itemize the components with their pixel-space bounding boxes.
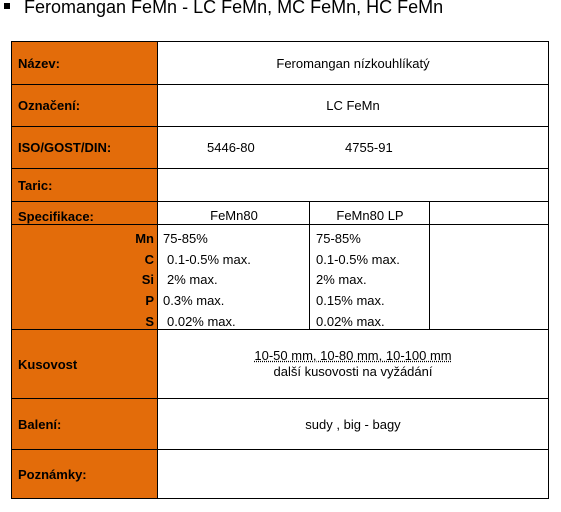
bullet-icon	[4, 3, 10, 9]
label-taric: Taric:	[12, 169, 158, 202]
spec-element-c: C	[144, 252, 154, 267]
spec-si-col2: 2% max.	[316, 272, 367, 287]
spec-mn-col1: 75-85%	[163, 231, 208, 246]
label-poznamky: Poznámky:	[12, 450, 158, 498]
iso-value-1: 5446-80	[207, 140, 255, 155]
spec-c-col2: 0.1-0.5% max.	[316, 252, 400, 267]
iso-value-2: 4755-91	[345, 140, 393, 155]
spec-col2-header: FeMn80 LP	[336, 208, 404, 223]
spec-p-col1: 0.3% max.	[163, 293, 225, 308]
spec-element-s: S	[145, 314, 154, 329]
spec-divider-1	[309, 202, 310, 330]
spec-element-si: Si	[141, 272, 154, 287]
spec-table	[11, 41, 549, 499]
spec-element-mn: Mn	[135, 231, 154, 246]
value-iso	[158, 127, 548, 169]
spec-divider-2	[429, 202, 430, 330]
label-baleni: Balení:	[12, 399, 158, 450]
title-text: Feromangan FeMn - LC FeMn, MC FeMn, HC FeMn	[24, 0, 444, 17]
label-oznaceni: Označení:	[12, 85, 158, 127]
spec-c-col1: 0.1-0.5% max.	[167, 252, 251, 267]
spec-s-col1: 0.02% max.	[167, 314, 236, 329]
spec-si-col1: 2% max.	[167, 272, 218, 287]
value-baleni: sudy , big - bagy	[158, 399, 548, 450]
label-specifikace: Specifikace:	[12, 202, 158, 225]
value-poznamky	[158, 450, 548, 498]
label-kusovost: Kusovost	[12, 330, 158, 399]
label-iso: ISO/GOST/DIN:	[12, 127, 158, 169]
value-taric	[158, 169, 548, 202]
value-oznaceni: LC FeMn	[158, 85, 548, 127]
kusovost-line-2: další kusovosti na vyžádání	[273, 364, 433, 379]
spec-mn-col2: 75-85%	[316, 231, 361, 246]
spec-p-col2: 0.15% max.	[316, 293, 385, 308]
value-kusovost	[158, 330, 548, 399]
spec-col1-header: FeMn80	[210, 208, 258, 223]
spec-element-p: P	[145, 293, 154, 308]
page-title	[4, 0, 443, 18]
value-nazev: Feromangan nízkouhlíkatý	[158, 42, 548, 85]
kusovost-line-1: 10-50 mm, 10-80 mm, 10-100 mm	[254, 348, 452, 363]
spec-s-col2: 0.02% max.	[316, 314, 385, 329]
label-nazev: Název:	[12, 42, 158, 85]
